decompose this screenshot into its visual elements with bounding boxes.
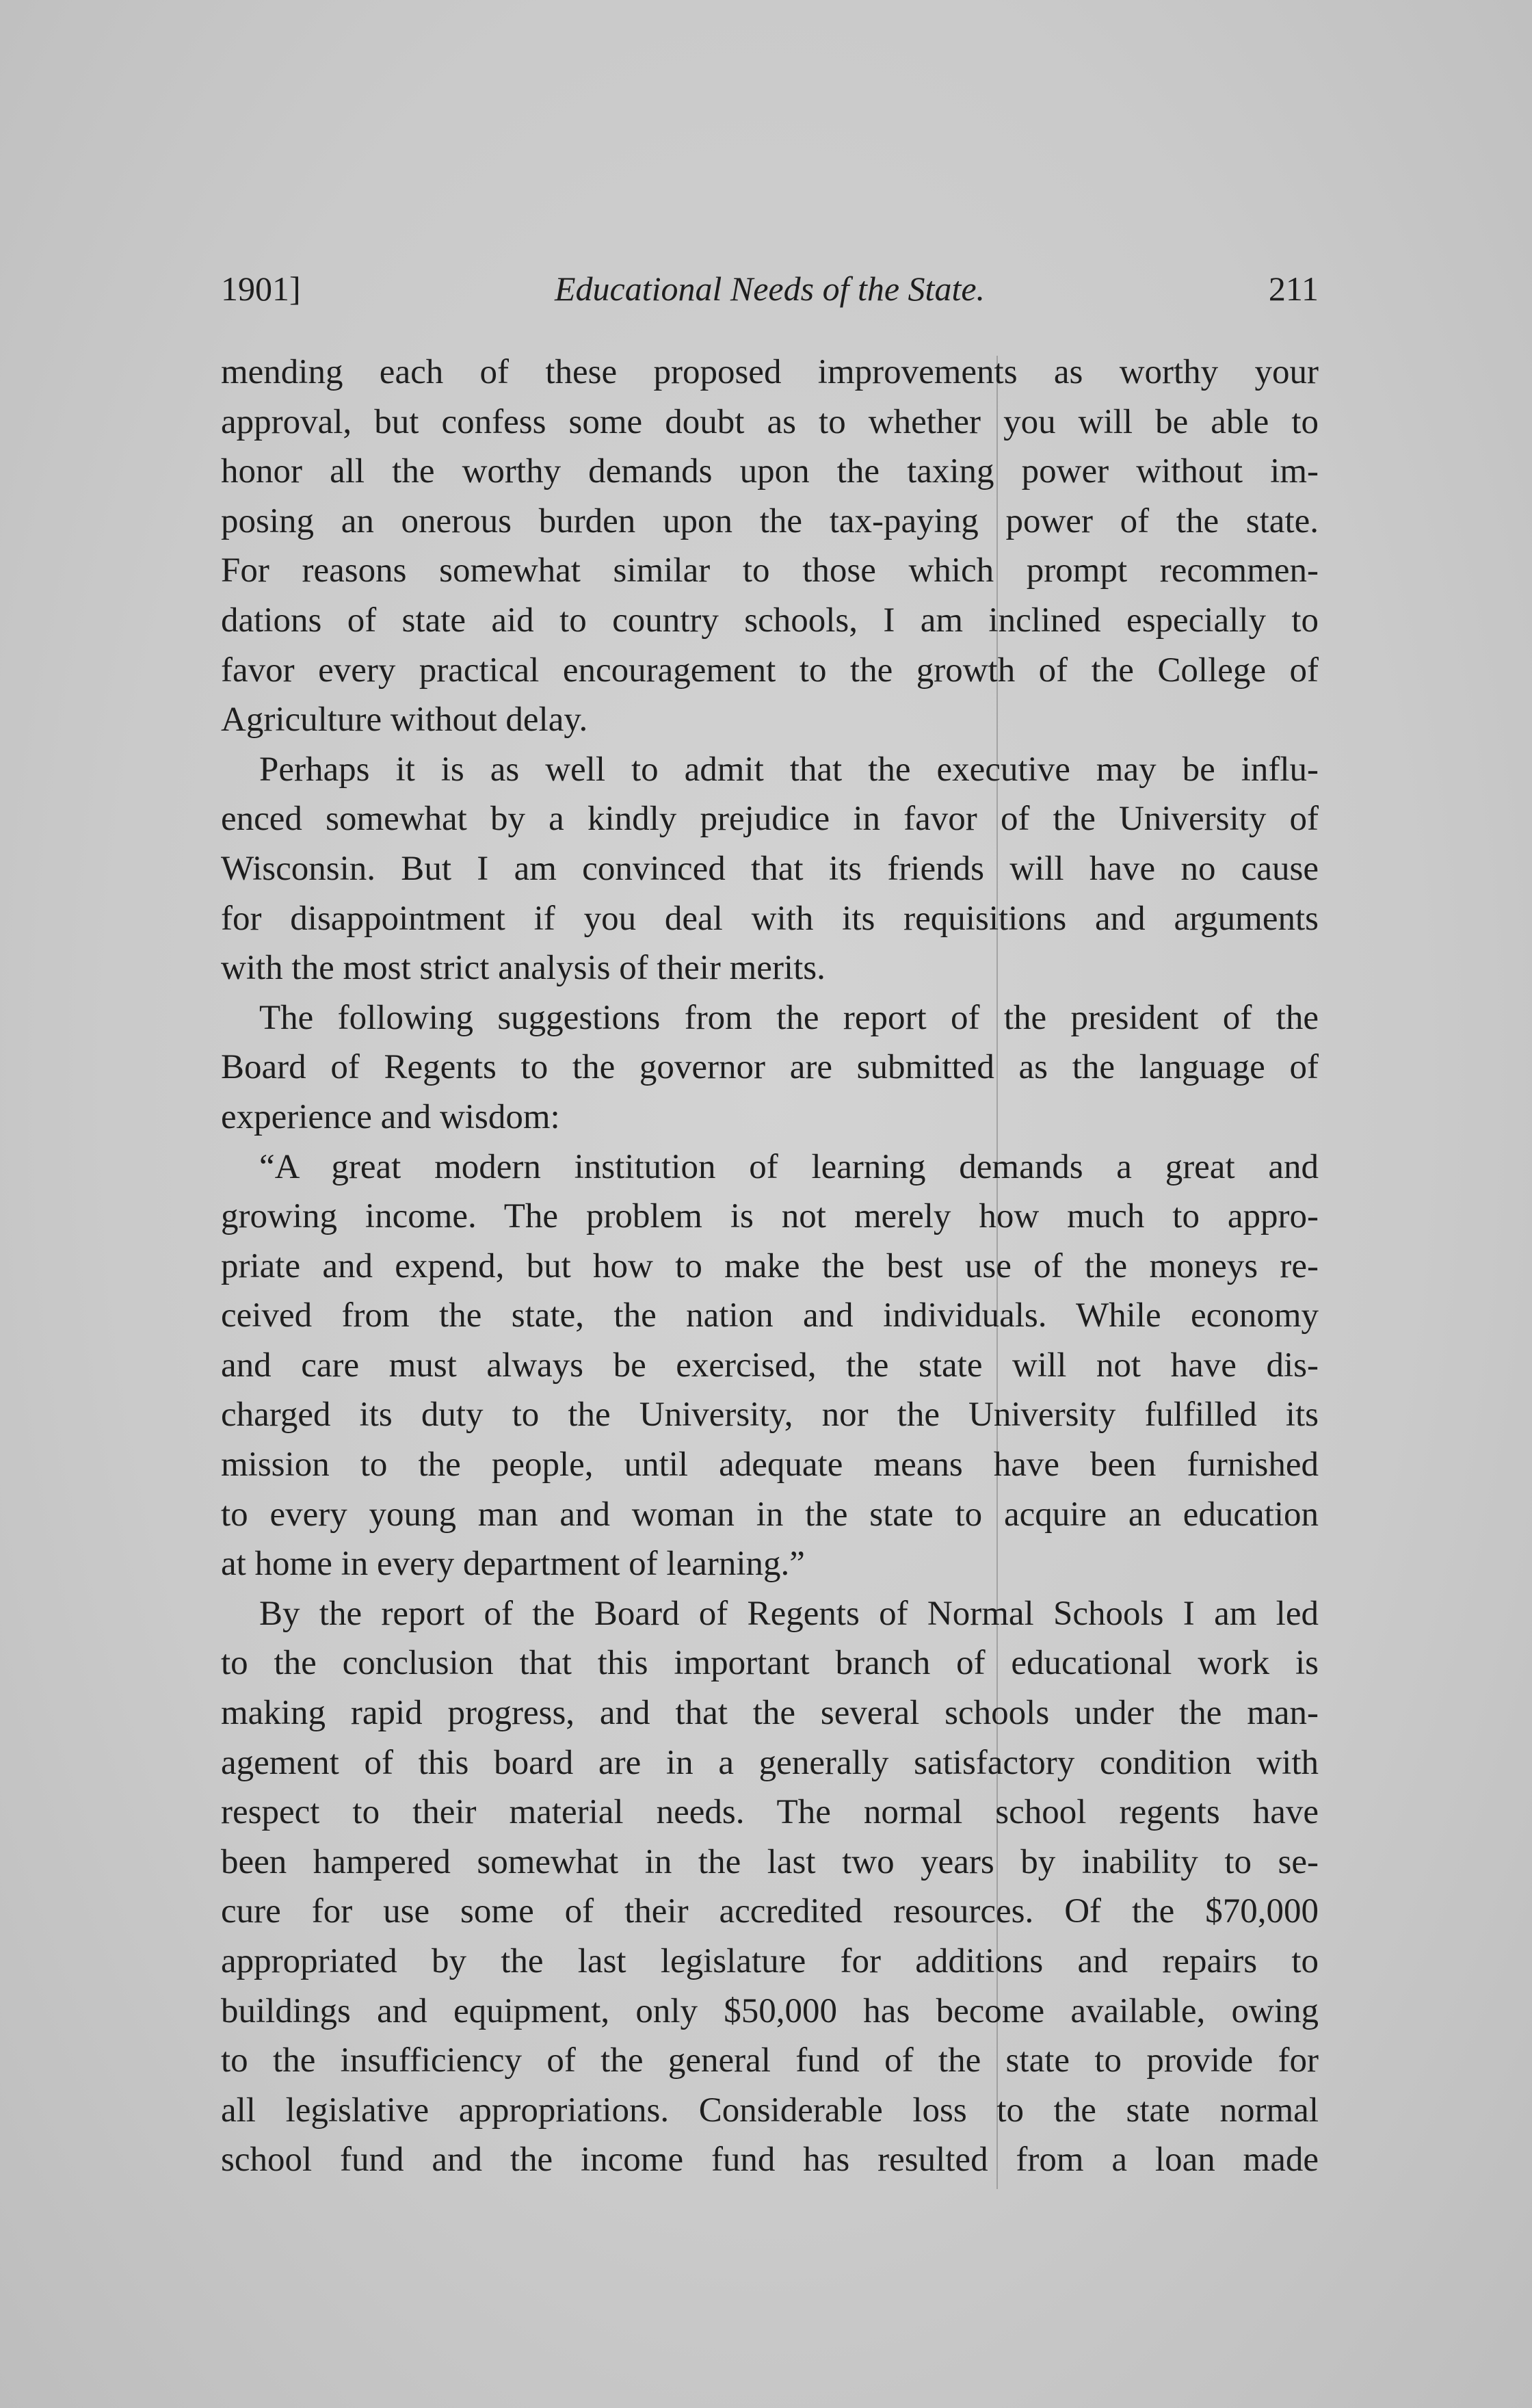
- paragraph-line: Agriculture without delay.: [221, 701, 588, 740]
- paragraph-line: experience and wisdom:: [221, 1097, 560, 1136]
- paragraph-line: to every young man and woman in the state to acquire an education: [221, 1495, 1319, 1534]
- paragraph-line: Board of Regents to the governor are submitted as the language of: [221, 1048, 1319, 1087]
- paragraph-line: charged its duty to the University, nor the University fulfilled its: [221, 1396, 1319, 1435]
- paragraph-line: to the insufficiency of the general fund of the state to provide for: [221, 2041, 1319, 2080]
- paragraph-line: enced somewhat by a kindly prejudice in favor of the University of: [221, 800, 1319, 839]
- paragraph-line: dations of state aid to country schools, I am inclined especially to: [221, 601, 1319, 640]
- paragraph-line: appropriated by the last legislature for additions and repairs to: [221, 1942, 1319, 1980]
- header-year: 1901]: [221, 270, 301, 308]
- paragraph-line: making rapid progress, and that the several schools under the man-: [221, 1694, 1319, 1733]
- paragraph-line: ceived from the state, the nation and individuals. While economy: [221, 1296, 1319, 1335]
- paragraph-line: with the most strict analysis of their merits.: [221, 949, 826, 988]
- paragraph-line: favor every practical encouragement to the growth of the College of: [221, 651, 1319, 690]
- paragraph-line: at home in every department of learning.”: [221, 1545, 805, 1584]
- paragraph-line: been hampered somewhat in the last two years by inability to se-: [221, 1842, 1319, 1881]
- paragraph-line: mending each of these proposed improvements as worthy your: [221, 353, 1319, 391]
- paragraph-line: Perhaps it is as well to admit that the executive may be influ-: [259, 750, 1319, 789]
- body-text: [221, 348, 1319, 2185]
- paragraph-line: buildings and equipment, only $50,000 has become available, owing: [221, 1991, 1319, 2030]
- paragraph-line: all legislative appropriations. Considerable loss to the state normal: [221, 2091, 1319, 2130]
- paragraph-line: honor all the worthy demands upon the taxing power without im-: [221, 452, 1319, 491]
- paragraph-line: school fund and the income fund has resulted from a loan made: [221, 2141, 1319, 2180]
- paragraph-line: for disappointment if you deal with its requisitions and arguments: [221, 899, 1319, 938]
- running-header: [221, 261, 1319, 316]
- paragraph-line: approval, but confess some doubt as to whether you will be able to: [221, 402, 1319, 441]
- paragraph-line: mission to the people, until adequate means have been furnished: [221, 1445, 1319, 1484]
- paragraph-line: cure for use some of their accredited resources. Of the $70,000: [221, 1892, 1319, 1931]
- paragraph-line: By the report of the Board of Regents of Normal Schools I am led: [259, 1594, 1319, 1633]
- paragraph-line: to the conclusion that this important branch of educational work is: [221, 1644, 1319, 1683]
- paragraph-line: “A great modern institution of learning demands a great and: [259, 1147, 1319, 1186]
- paragraph-line: priate and expend, but how to make the best use of the moneys re-: [221, 1246, 1319, 1285]
- paragraph-line: and care must always be exercised, the state will not have dis-: [221, 1346, 1319, 1385]
- header-title: Educational Needs of the State.: [554, 270, 986, 308]
- page-number: 211: [1268, 270, 1319, 308]
- paragraph-line: posing an onerous burden upon the tax-paying power of the state.: [221, 501, 1319, 540]
- paragraph-line: Wisconsin. But I am convinced that its friends will have no cause: [221, 849, 1319, 888]
- paragraph-line: agement of this board are in a generally satisfactory condition with: [221, 1743, 1319, 1782]
- paragraph-line: For reasons somewhat similar to those which prompt recommen-: [221, 551, 1319, 590]
- paragraph-line: growing income. The problem is not merely how much to appro-: [221, 1197, 1319, 1236]
- paragraph-line: respect to their material needs. The normal school regents have: [221, 1793, 1319, 1832]
- paragraph-line: The following suggestions from the report of the president of the: [259, 998, 1319, 1037]
